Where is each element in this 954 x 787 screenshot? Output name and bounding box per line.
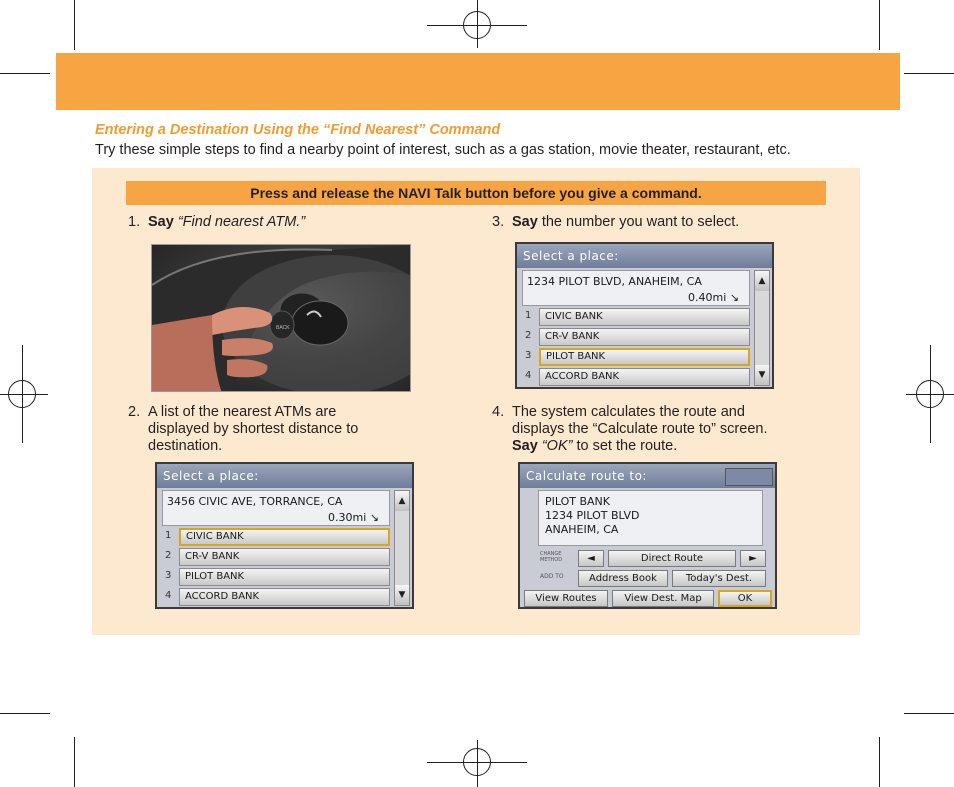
step-text: displays the “Calculate route to” screen. <box>512 421 768 437</box>
address-book-button[interactable]: Address Book <box>578 570 668 587</box>
route-next-button[interactable]: ► <box>740 550 766 567</box>
scroll-down-icon[interactable]: ▼ <box>395 585 409 605</box>
title-blank-box <box>725 468 773 486</box>
step-text: A list of the nearest ATMs are <box>148 404 337 420</box>
list-item[interactable] <box>521 308 750 326</box>
step-3 <box>492 214 739 231</box>
ok-button[interactable]: OK <box>718 590 772 607</box>
scroll-up-icon[interactable]: ▲ <box>395 491 409 511</box>
step-text: to set the route. <box>572 438 678 454</box>
say-label: Say <box>512 214 538 230</box>
address-text: 3456 CIVIC AVE, TORRANCE, CA <box>167 495 343 508</box>
route-method-display: Direct Route <box>608 550 736 567</box>
crop-mark <box>74 737 75 787</box>
item-label: ACCORD BANK <box>179 588 390 606</box>
view-dest-map-button[interactable]: View Dest. Map <box>612 590 714 607</box>
crop-mark <box>0 713 50 714</box>
back-button-label: BACK <box>276 325 290 331</box>
destination-name: PILOT BANK <box>545 495 611 508</box>
item-number: 2 <box>165 550 172 561</box>
step-number: 4. <box>492 404 505 420</box>
steering-wheel-photo <box>151 244 411 392</box>
distance-text: 0.30mi ↘ <box>328 511 379 524</box>
step-1 <box>128 214 305 231</box>
crop-mark <box>879 0 880 50</box>
say-label: Say <box>512 438 538 454</box>
step-text: destination. <box>148 438 223 454</box>
item-label: PILOT BANK <box>179 568 390 586</box>
item-number: 3 <box>525 350 532 361</box>
item-number: 1 <box>525 310 532 321</box>
nav-screen-select-place-1 <box>155 462 414 609</box>
distance-text: 0.40mi ↘ <box>688 291 739 304</box>
step-number: 1. <box>128 214 141 230</box>
item-label: ACCORD BANK <box>539 368 750 386</box>
step-number: 3. <box>492 214 505 230</box>
list-item[interactable] <box>521 368 750 386</box>
list-item[interactable] <box>161 528 390 546</box>
step-4 <box>492 404 768 455</box>
item-label: CR-V BANK <box>179 548 390 566</box>
list-item[interactable] <box>521 348 750 366</box>
instruction-bar: Press and release the NAVI Talk button before you give a command. <box>126 181 826 205</box>
item-label: CIVIC BANK <box>179 528 390 546</box>
step-text: the number you want to select. <box>537 214 740 230</box>
destination-box <box>538 490 763 546</box>
voice-command: “Find nearest ATM.” <box>177 214 306 230</box>
crop-mark <box>879 737 880 787</box>
screen-title: Select a place: <box>157 464 412 488</box>
crop-mark <box>904 73 954 74</box>
nav-screen-calculate-route <box>518 462 777 609</box>
view-routes-button[interactable]: View Routes <box>524 590 608 607</box>
step-text: The system calculates the route and <box>512 404 745 420</box>
change-method-label-2: METHOD <box>540 557 563 563</box>
destination-street: 1234 PILOT BLVD <box>545 509 640 522</box>
intro-text: Try these simple steps to find a nearby point of interest, such as a gas station, movie theater, restaurant, etc. <box>95 142 791 158</box>
section-subtitle: Entering a Destination Using the “Find Nearest” Command <box>95 122 501 138</box>
item-number: 4 <box>165 590 172 601</box>
address-box <box>162 490 390 526</box>
step-text: displayed by shortest distance to <box>148 421 359 437</box>
list-item[interactable] <box>161 548 390 566</box>
item-number: 4 <box>525 370 532 381</box>
screen-title: Calculate route to: <box>520 464 775 488</box>
change-method-label: CHANGE <box>540 551 562 557</box>
destination-city: ANAHEIM, CA <box>545 523 619 536</box>
nav-screen-select-place-2 <box>515 242 774 389</box>
header-banner <box>56 53 900 110</box>
crop-mark <box>74 0 75 50</box>
steering-wheel-illustration <box>152 245 411 392</box>
item-number: 3 <box>165 570 172 581</box>
item-number: 2 <box>525 330 532 341</box>
scrollbar[interactable] <box>754 270 770 386</box>
list-item[interactable] <box>521 328 750 346</box>
scrollbar[interactable] <box>394 490 410 606</box>
item-label: CR-V BANK <box>539 328 750 346</box>
voice-command: “OK” <box>541 438 573 454</box>
todays-dest-button[interactable]: Today's Dest. <box>672 570 766 587</box>
step-2 <box>128 404 358 455</box>
item-number: 1 <box>165 530 172 541</box>
list-item[interactable] <box>161 568 390 586</box>
route-prev-button[interactable]: ◄ <box>578 550 604 567</box>
item-label: CIVIC BANK <box>539 308 750 326</box>
item-label: PILOT BANK <box>539 348 750 366</box>
add-to-label: ADD TO <box>540 573 564 580</box>
address-box <box>522 270 750 306</box>
scroll-down-icon[interactable]: ▼ <box>755 365 769 385</box>
say-label: Say <box>148 214 174 230</box>
crop-mark <box>904 713 954 714</box>
address-text: 1234 PILOT BLVD, ANAHEIM, CA <box>527 275 702 288</box>
screen-title: Select a place: <box>517 244 772 268</box>
crop-mark <box>0 73 50 74</box>
list-item[interactable] <box>161 588 390 606</box>
scroll-up-icon[interactable]: ▲ <box>755 271 769 291</box>
step-number: 2. <box>128 404 141 420</box>
